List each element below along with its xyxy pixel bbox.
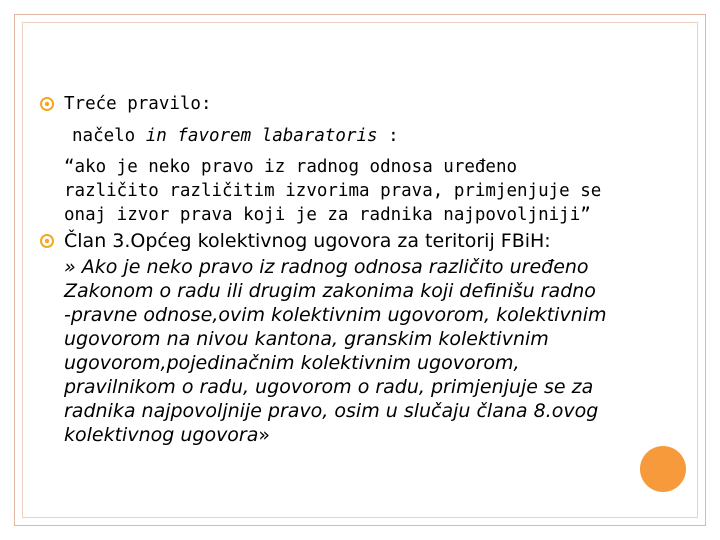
article-quote-last-line [64, 424, 270, 446]
principle-suffix: : [377, 126, 399, 146]
principle-latin-term: in favorem labaratoris [145, 126, 378, 146]
article-quote-line: pravilnikom o radu, ugovorom o radu, primjenjuje se za [64, 376, 594, 398]
rule-quote-line: “ako je neko pravo iz radnog odnosa uređeno [64, 157, 518, 177]
bullet2-title: Član 3.Općeg kolektivnog ugovora za teritorij FBiH: [64, 230, 551, 252]
article-quote-line: -pravne odnose,ovim kolektivnim ugovorom, kolektivnim [64, 304, 607, 326]
rule-quote-line: onaj izvor prava koji je za radnika najpovoljniji” [64, 205, 591, 225]
principle-line [72, 125, 399, 147]
bullet1-title: Treće pravilo: [64, 94, 212, 114]
bullet-sun-icon [40, 234, 54, 248]
closing-quote-mark: » [258, 424, 271, 446]
rule-quote-line: različito različitim izvorima prava, primjenjuje se [64, 181, 602, 201]
bullet-sun-icon [40, 97, 54, 111]
principle-prefix: načelo [72, 126, 146, 146]
article-quote-line: ugovorom na nivou kantona, granskim kolektivnim [64, 328, 549, 350]
article-quote-line: radnika najpovoljnije pravo, osim u slučaju člana 8.ovog [64, 400, 599, 422]
article-quote-line: » Ako je neko pravo iz radnog odnosa različito uređeno [64, 256, 589, 278]
article-quote-line: ugovorom,pojedinačnim kolektivnim ugovorom, [64, 352, 520, 374]
article-quote-line: Zakonom o radu ili drugim zakonima koji definišu radno [64, 280, 596, 302]
decorative-orange-circle [640, 446, 686, 492]
article-quote-end-text: kolektivnog ugovora [64, 424, 259, 446]
